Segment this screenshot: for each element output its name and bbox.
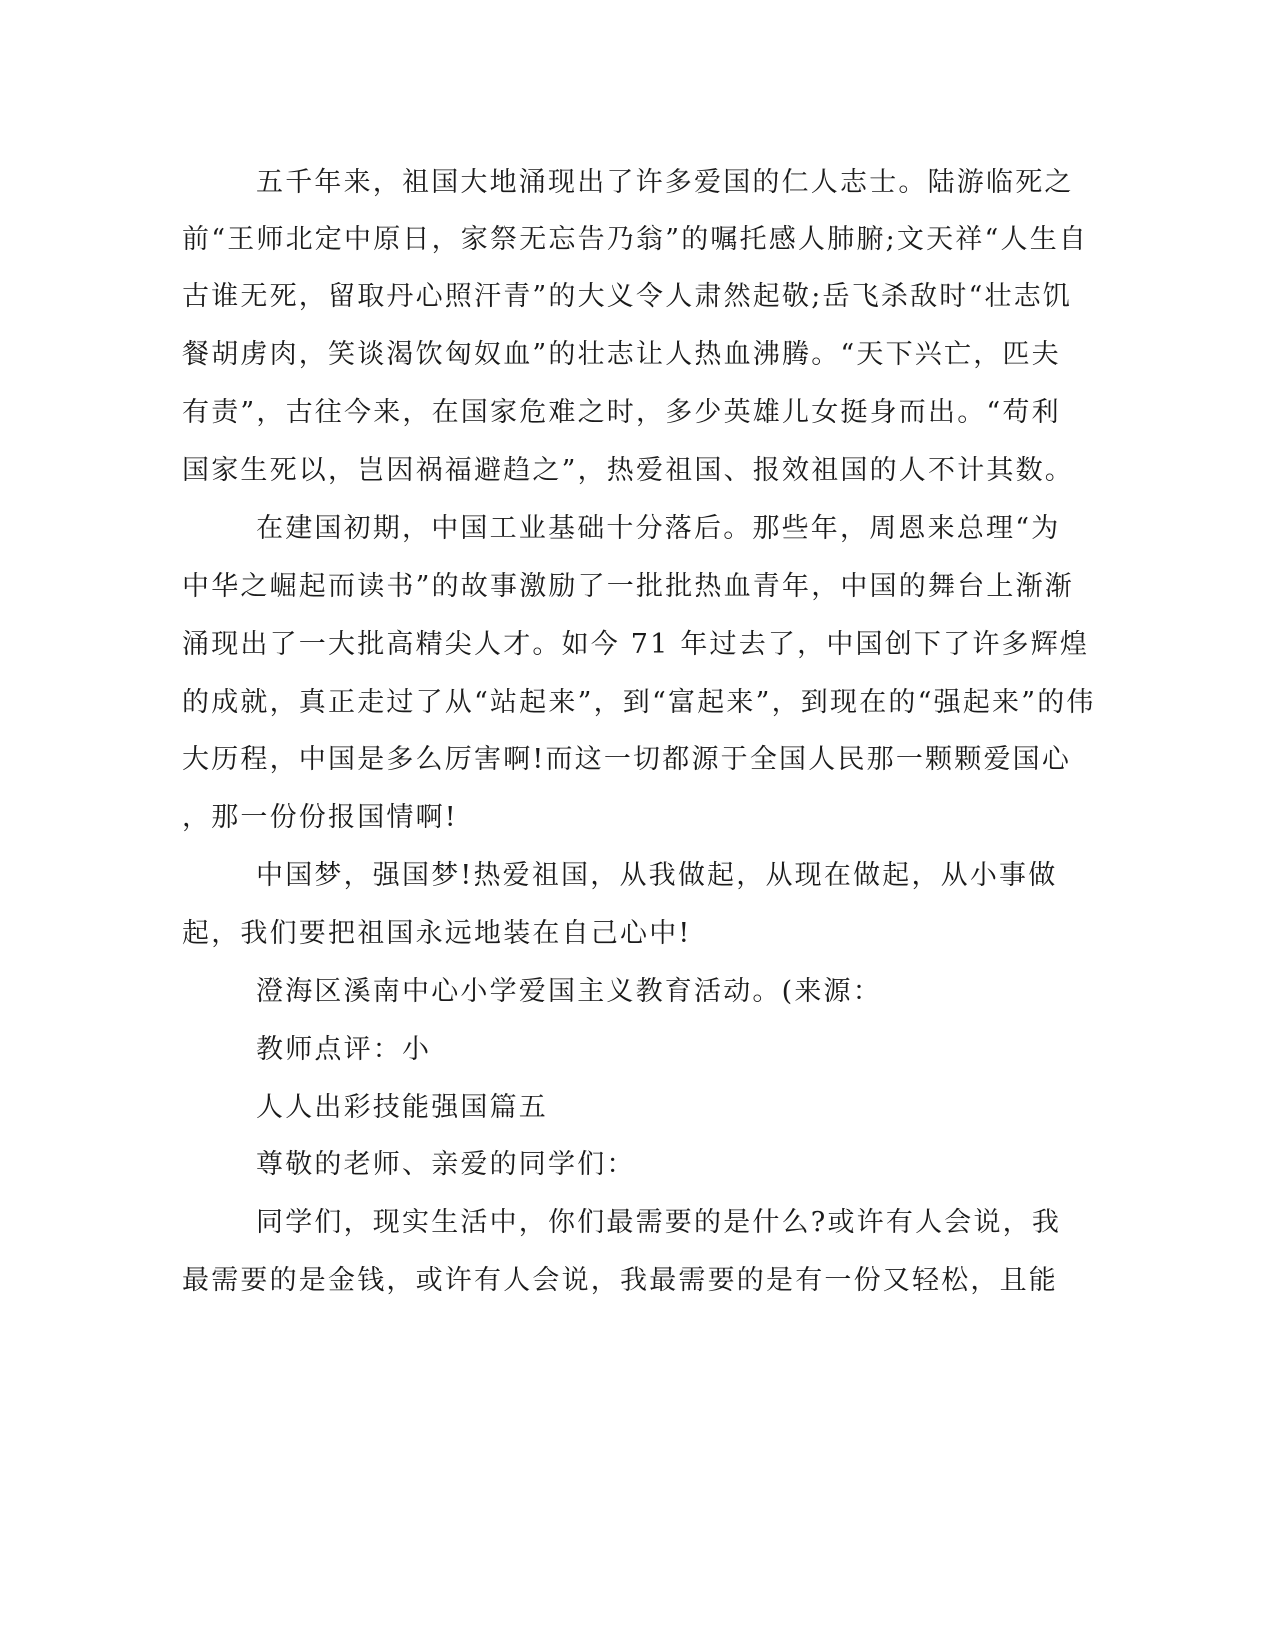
salutation-line: 尊敬的老师、亲爱的同学们： <box>256 1149 636 1180</box>
paragraph-2-line-1: 在建国初期，中国工业基础十分落后。那些年，周恩来总理“为 <box>256 513 1061 544</box>
paragraph-4-line-2: 最需要的是金钱，或许有人会说，我最需要的是有一份又轻松，且能 <box>182 1265 1058 1296</box>
paragraph-3-line-2: 起，我们要把祖国永远地装在自己心中! <box>182 918 692 949</box>
section-heading: 人人出彩技能强国篇五 <box>256 1092 548 1123</box>
paragraph-1-line-4: 餐胡虏肉，笑谈渴饮匈奴血”的壮志让人热血沸腾。“天下兴亡，匹夫 <box>182 339 1061 370</box>
paragraph-2-line-3: 涌现出了一大批高精尖人才。如今 71 年过去了，中国创下了许多辉煌 <box>182 629 1090 660</box>
paragraph-2-line-4: 的成就，真正走过了从“站起来”，到“富起来”，到现在的“强起来”的伟 <box>182 687 1096 718</box>
paragraph-4-line-1: 同学们，现实生活中，你们最需要的是什么?或许有人会说，我 <box>256 1207 1062 1238</box>
teacher-comment-line: 教师点评：小 <box>256 1034 432 1065</box>
paragraph-2-line-5: 大历程，中国是多么厉害啊!而这一切都源于全国人民那一颗颗爱国心 <box>182 744 1072 775</box>
paragraph-1-line-6: 国家生死以，岂因祸福避趋之”，热爱祖国、报效祖国的人不计其数。 <box>182 455 1075 486</box>
document-page <box>182 0 1096 1650</box>
paragraph-1-line-5: 有责”，古往今来，在国家危难之时，多少英雄儿女挺身而出。“苟利 <box>182 397 1061 428</box>
paragraph-2-line-2: 中华之崛起而读书”的故事激励了一批批热血青年，中国的舞台上渐渐 <box>182 571 1075 602</box>
source-line: 澄海区溪南中心小学爱国主义教育活动。(来源： <box>256 976 882 1007</box>
paragraph-1-line-2: 前“王师北定中原日，家祭无忘告乃翁”的嘱托感人肺腑;文天祥“人生自 <box>182 224 1089 255</box>
paragraph-1-line-3: 古谁无死，留取丹心照汗青”的大义令人肃然起敬;岳飞杀敌时“壮志饥 <box>182 281 1073 312</box>
paragraph-3-line-1: 中国梦，强国梦!热爱祖国，从我做起，从现在做起，从小事做 <box>256 860 1058 891</box>
paragraph-1-line-1: 五千年来，祖国大地涌现出了许多爱国的仁人志士。陆游临死之 <box>256 167 1074 198</box>
paragraph-2-line-6: ，那一份份报国情啊! <box>182 802 458 833</box>
